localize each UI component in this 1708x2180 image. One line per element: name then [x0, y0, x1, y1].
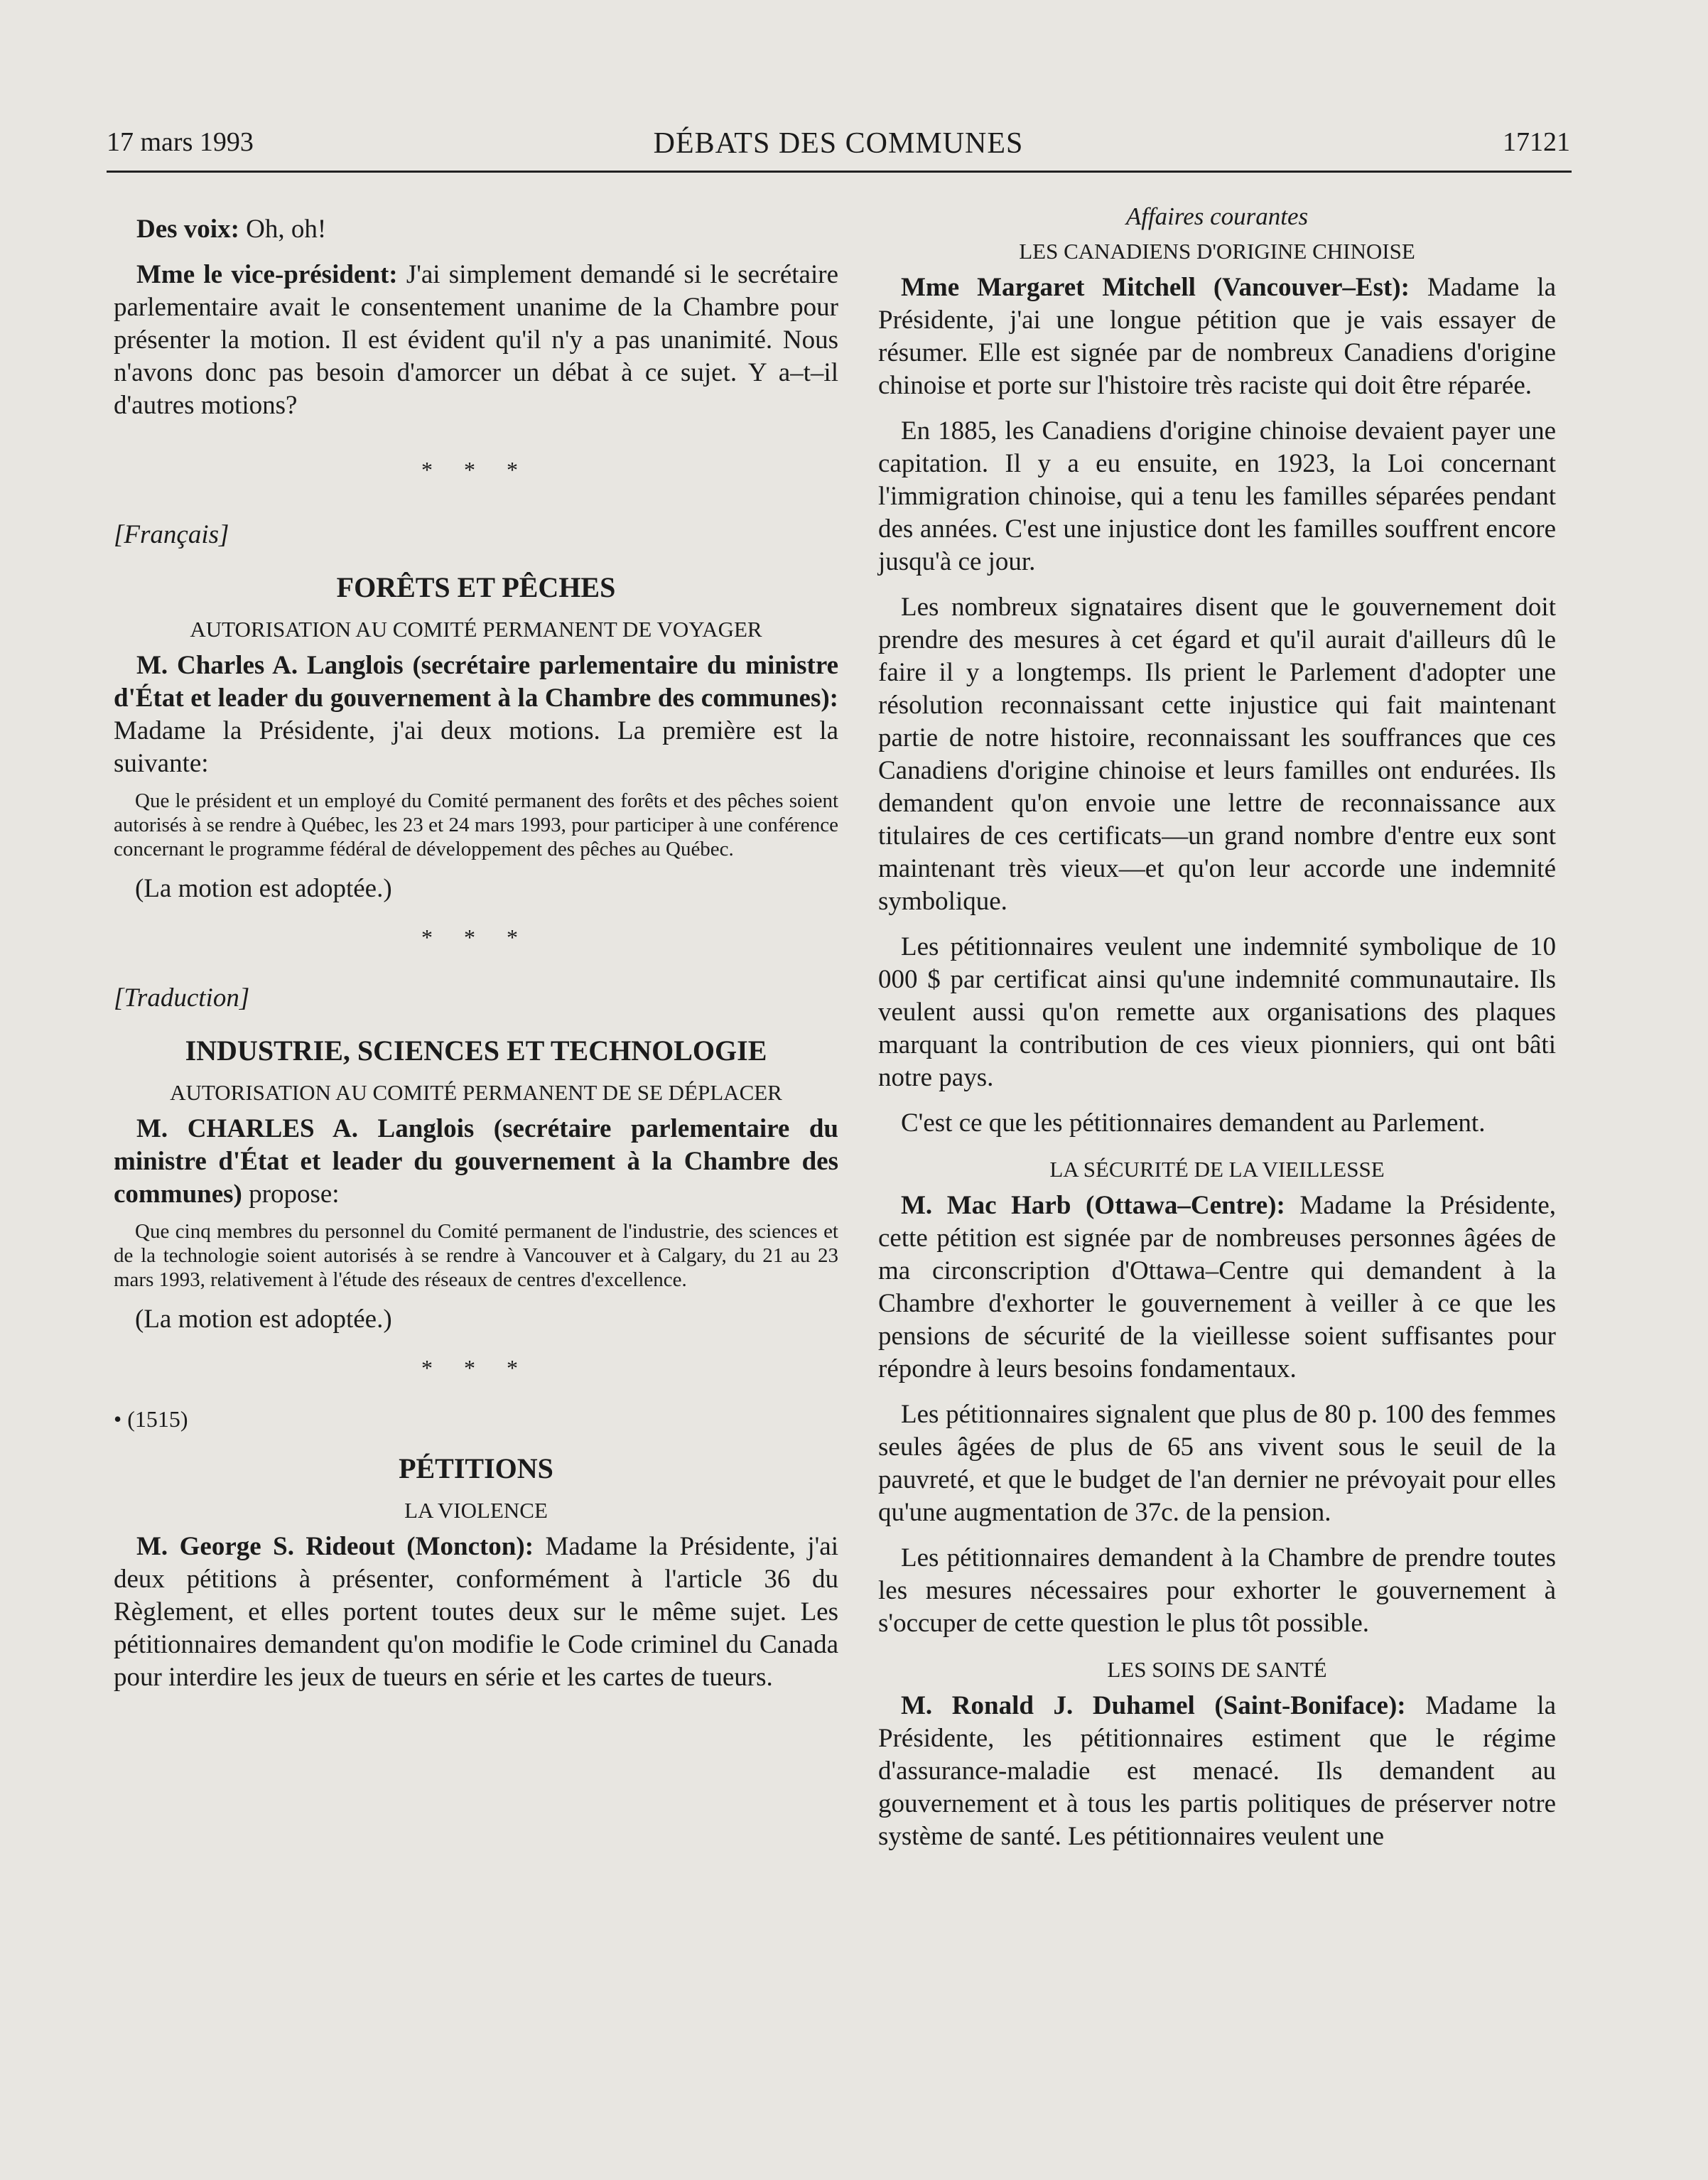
- paragraph: En 1885, les Canadiens d'origine chinoise devaient payer une capitation. Il y a eu ensuite, en 1923, la Loi concernant l'immigration chinoise, qui a tenu les familles séparées pendant des années. C'est une injustice dont les familles souffrent encore jusqu'à ce jour.: [878, 416, 1556, 576]
- motion-result-1: (La motion est adoptée.): [135, 874, 392, 903]
- language-marker: [Traduction]: [114, 983, 250, 1013]
- paragraph-text: Madame la Présidente, les pétitionnaires estiment que le régime d'assurance-maladie est menacé. Ils demandent au gouvernement et à tous les partis politiques de préserver notre système de santé. Les pétitionnaires veulent une: [878, 1691, 1556, 1851]
- rubric: Affaires courantes: [1125, 203, 1309, 230]
- paragraph-text: Oh, oh!: [239, 215, 327, 244]
- paragraph-vice-president: [114, 259, 838, 422]
- paragraph: C'est ce que les pétitionnaires demandent au Parlement.: [901, 1108, 1486, 1138]
- page-header: [107, 126, 1570, 171]
- subheading-chinois: LES CANADIENS D'ORIGINE CHINOISE: [1019, 239, 1415, 264]
- speaker-name: M. Ronald J. Duhamel (Saint-Boniface):: [901, 1691, 1406, 1720]
- subheading-forets: AUTORISATION AU COMITÉ PERMANENT DE VOYAGER: [190, 617, 762, 642]
- subheading-sante: LES SOINS DE SANTÉ: [1107, 1657, 1327, 1682]
- motion-quote-2: Que cinq membres du personnel du Comité permanent de l'industrie, des sciences et de la technologie soient autorisés à se rendre à Vancouver et à Calgary, du 21 au 23 mars 1993, relativement à l'étude des réseaux de centres d'excellence.: [114, 1220, 838, 1291]
- paragraph-text: Madame la Présidente, cette pétition est signée par de nombreuses personnes âgées de ma circonscription d'Ottawa–Centre qui demandent à la Chambre d'exhorter le gouvernement à veiller à ce que les pensions de sécurité de la vieillesse soient suffisantes pour répondre à leurs besoins fondamentaux.: [878, 1191, 1556, 1383]
- speaker-name: M. CHARLES A. Langlois (secrétaire parlementaire du ministre d'État et leader du gouvernement à la Chambre des communes): [114, 1114, 838, 1209]
- subheading-securite: LA SÉCURITÉ DE LA VIEILLESSE: [1049, 1157, 1385, 1182]
- language-marker: [Français]: [114, 520, 229, 549]
- paragraph: Les nombreux signataires disent que le gouvernement doit prendre des mesures à cet égard et qu'il aurait d'ailleurs dû le faire il y a longtemps. Ils prient le Parlement d'adopter une résolution reconnaissant cette injustice qui fait maintenant partie de notre histoire, reconnaissant les souffrances que ces Canadiens d'origine chinoise et leurs familles ont endurées. Ils demandent qu'on envoie une lettre de reconnaissance aux titulaires de ces certificats—un grand nombre d'entre eux sont maintenant très vieux—et qu'on leur accorde une indemnité symbolique.: [878, 593, 1556, 916]
- section-separator: * * *: [421, 457, 531, 482]
- speaker-name: M. George S. Rideout (Moncton):: [136, 1532, 534, 1561]
- paragraph-text: Madame la Présidente, j'ai deux pétitions à présenter, conformément à l'article 36 du Règlement, et elles portent toutes deux sur le même sujet. Les pétitionnaires demandent qu'on modifie le Code criminel du Canada pour interdire les jeux de tueurs en série et les cartes de tueurs.: [114, 1532, 838, 1692]
- paragraph-duhamel: [878, 1690, 1556, 1853]
- header-rule: [107, 171, 1572, 173]
- header-title: DÉBATS DES COMMUNES: [653, 127, 1024, 160]
- speaker-name: Des voix:: [136, 215, 239, 244]
- paragraph-harb: [878, 1189, 1556, 1386]
- subheading-industrie: AUTORISATION AU COMITÉ PERMANENT DE SE DÉPLACER: [170, 1080, 782, 1105]
- header-page-number: 17121: [1503, 127, 1570, 157]
- paragraph-text: Madame la Présidente, j'ai deux motions. La première est la suivante:: [114, 716, 838, 778]
- speaker-name: Mme le vice-président:: [136, 260, 398, 289]
- time-marker: • (1515): [114, 1406, 188, 1432]
- paragraph-rideout: [114, 1531, 838, 1694]
- paragraph-des-voix: [114, 213, 838, 246]
- paragraph-text: propose:: [242, 1180, 340, 1209]
- paragraph-langlois-2: [114, 1113, 838, 1211]
- section-separator: * * *: [421, 1355, 531, 1381]
- paragraph-text: Madame la Présidente, j'ai une longue pétition que je vais essayer de résumer. Elle est signée par de nombreux Canadiens d'origine chinoise et porte sur l'histoire très raciste qui doit être réparée.: [878, 273, 1557, 400]
- paragraph-text: J'ai simplement demandé si le secrétaire parlementaire avait le consentement unanime de la Chambre pour présenter la motion. Il est évident qu'il n'y a pas unanimité. Nous n'avons donc pas besoin d'amorcer un débat à ce sujet. Y a–t–il d'autres motions?: [114, 260, 838, 420]
- paragraph: Les pétitionnaires veulent une indemnité symbolique de 10 000 $ par certificat ainsi qu'une indemnité communautaire. Ils veulent aussi qu'on remette aux organisations des plaques marquant la contribution de ces vieux pionniers, qui ont bâti notre pays.: [878, 932, 1556, 1092]
- left-column: [114, 200, 838, 1694]
- paragraph: Les pétitionnaires signalent que plus de 80 p. 100 des femmes seules âgées de plus de 65 ans vivent sous le seuil de la pauvreté, et que le budget de l'an dernier ne prévoyait pour elles qu'une augmentation de 37c. de la pension.: [878, 1400, 1556, 1527]
- section-heading-forets: FORÊTS ET PÊCHES: [336, 571, 616, 603]
- section-heading-industrie: INDUSTRIE, SCIENCES ET TECHNOLOGIE: [185, 1035, 767, 1067]
- right-column: [878, 200, 1556, 1853]
- subheading-violence: LA VIOLENCE: [404, 1498, 548, 1523]
- paragraph-langlois-1: [114, 649, 838, 780]
- speaker-name: M. Charles A. Langlois (secrétaire parlementaire du ministre d'État et leader du gouvernement à la Chambre des communes):: [114, 651, 838, 713]
- section-heading-petitions: PÉTITIONS: [399, 1452, 553, 1484]
- speaker-name: Mme Margaret Mitchell (Vancouver–Est):: [901, 273, 1410, 302]
- motion-result-2: (La motion est adoptée.): [135, 1305, 392, 1334]
- motion-quote-1: Que le président et un employé du Comité permanent des forêts et des pêches soient autorisés à se rendre à Québec, les 23 et 24 mars 1993, pour participer à une conférence concernant le programme fédéral de développement des pêches au Québec.: [114, 789, 838, 860]
- paragraph: Les pétitionnaires demandent à la Chambre de prendre toutes les mesures nécessaires pour exhorter le gouvernement à s'occuper de cette question le plus tôt possible.: [878, 1543, 1556, 1638]
- header-date: 17 mars 1993: [107, 127, 254, 157]
- paragraph-mitchell: [878, 271, 1556, 402]
- section-separator: * * *: [421, 924, 531, 950]
- speaker-name: M. Mac Harb (Ottawa–Centre):: [901, 1191, 1285, 1220]
